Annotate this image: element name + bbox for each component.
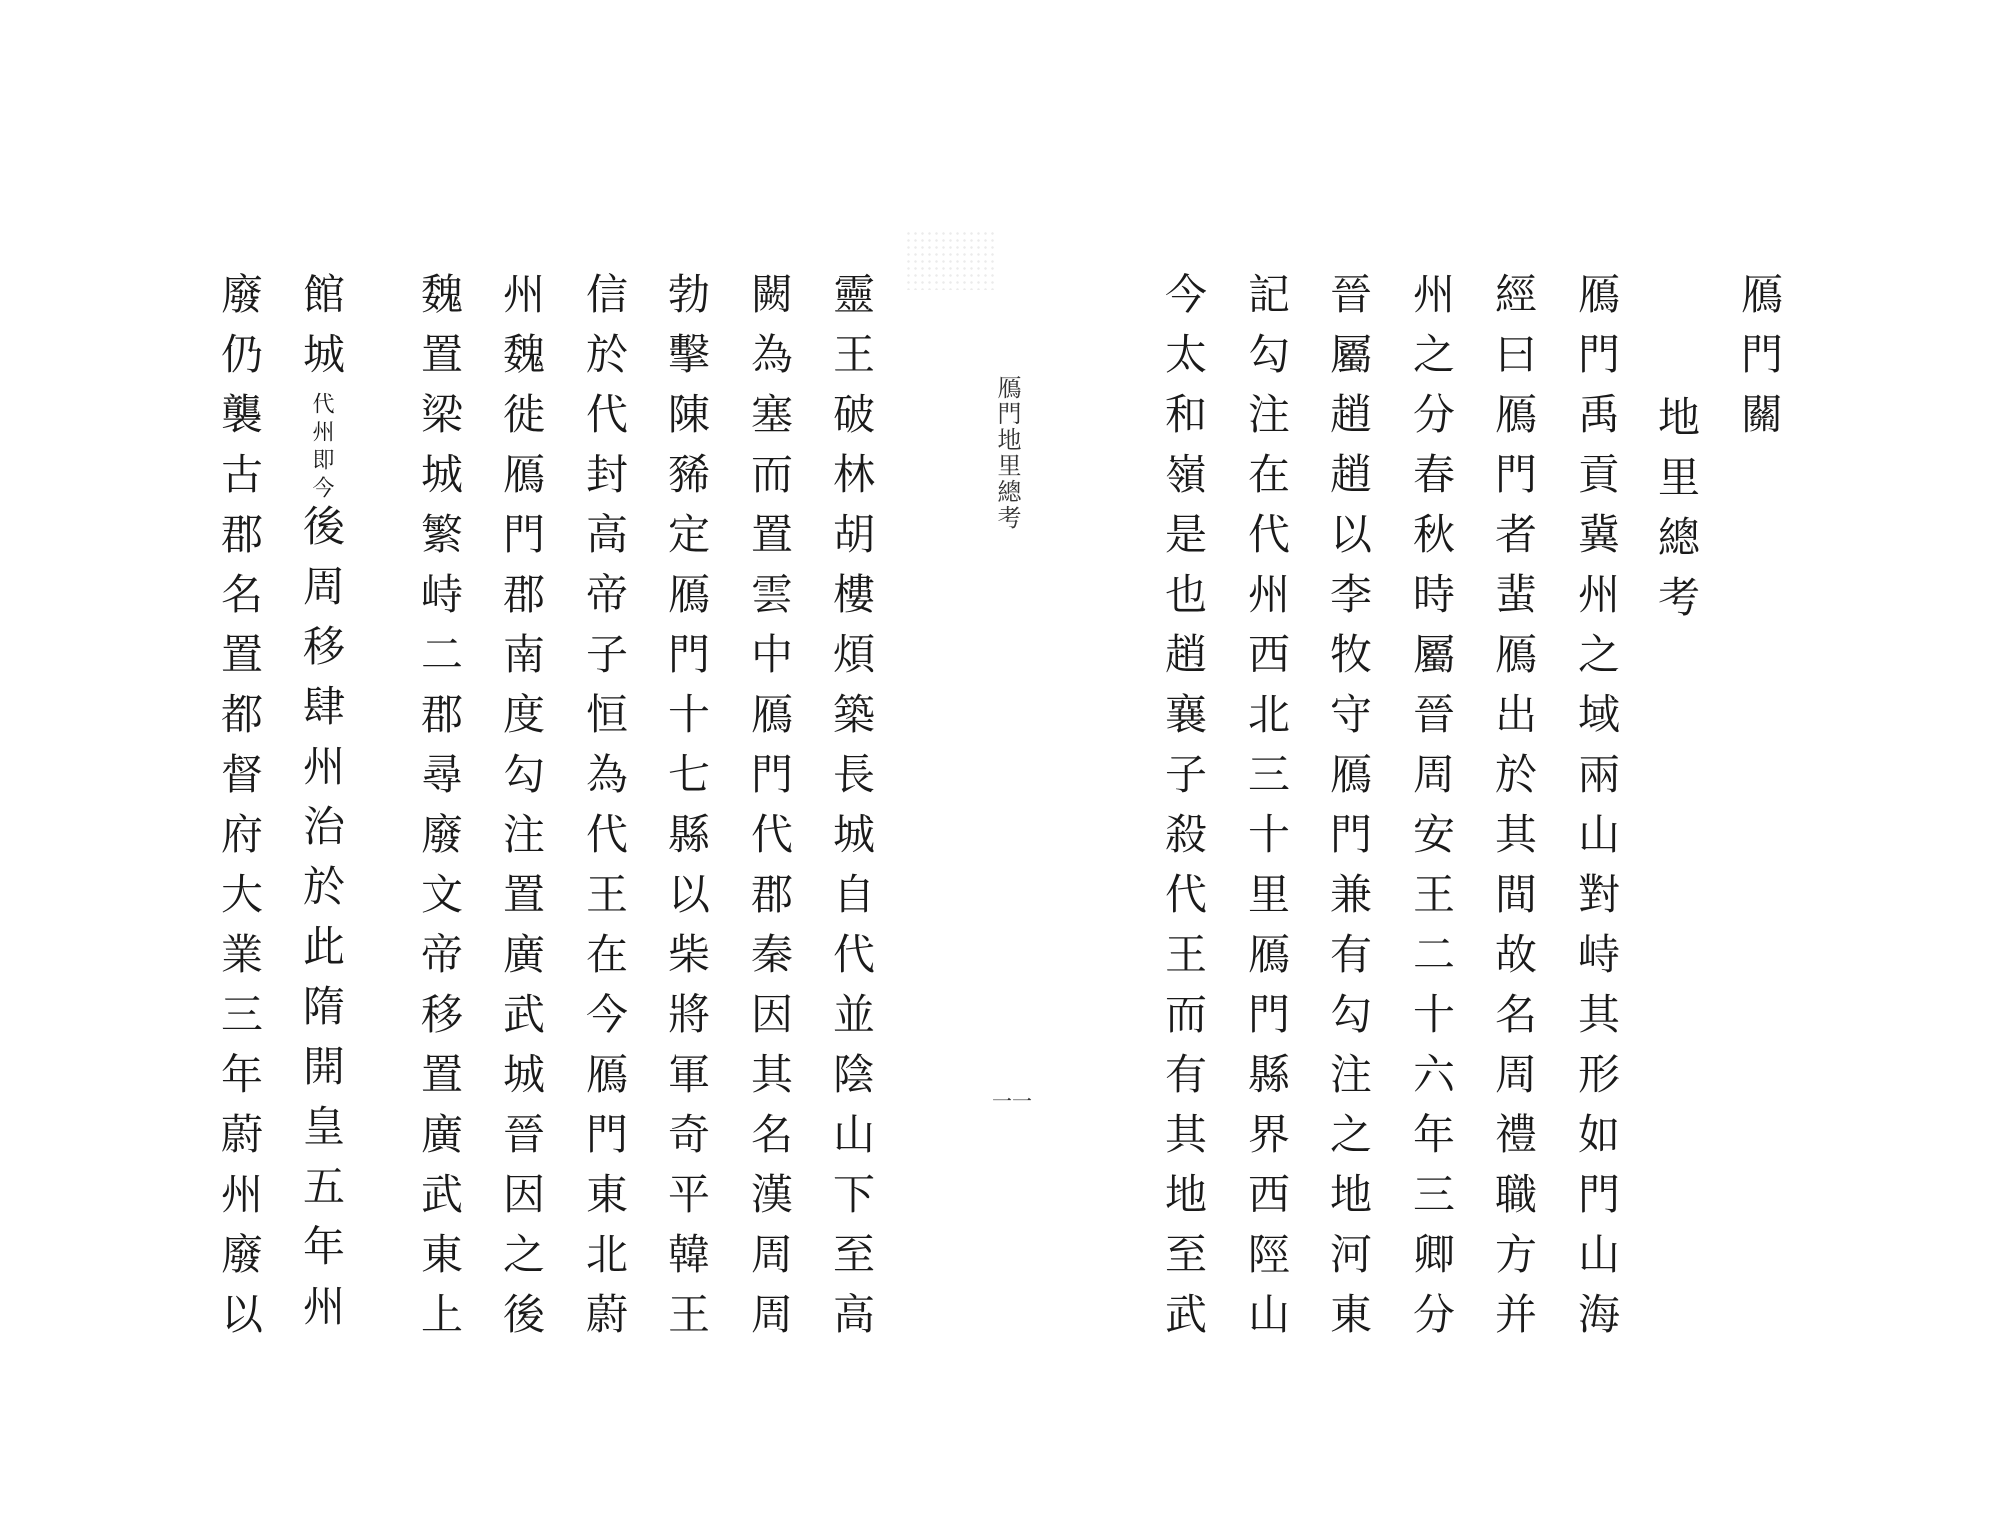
text-column: 信於代封高帝子恒為代王在今鴈門東北蔚 [580, 272, 629, 1352]
text-column: 靈王破林胡樓煩築長城自代並陰山下至高 [827, 272, 876, 1352]
text-column: 州魏徙鴈門郡南度勾注置廣武城晉因之後 [497, 272, 546, 1352]
folio-number: 一一 [992, 1089, 1032, 1113]
book-header: 鴈門關 [1735, 272, 1784, 452]
text-column: 闕為塞而置雲中鴈門代郡秦因其名漢周周 [745, 272, 794, 1352]
text-column: 鴈門禹貢冀州之域兩山對峙其形如門山海 [1572, 272, 1621, 1352]
right-page [1000, 0, 2000, 1514]
text-column: 勃擊陳豨定鴈門十七縣以柴將軍奇平韓王 [662, 272, 711, 1352]
text-column: 魏置梁城繁峙二郡尋廢文帝移置廣武東上 [415, 272, 464, 1352]
text-column: 州之分春秋時屬晉周安王二十六年三卿分 [1407, 272, 1456, 1352]
text-column: 晉屬趙趙以李牧守鴈門兼有勾注之地河東 [1324, 272, 1373, 1352]
text-column: 經曰鴈門者蜚鴈出於其間故名周禮職方并 [1489, 272, 1538, 1352]
interlinear-note [300, 392, 342, 504]
section-title: 地里總考 [1652, 395, 1701, 635]
gutter-label: 鴈門地里總考 [993, 375, 1021, 531]
text-column: 今太和嶺是也趙襄子殺代王而有其地至武 [1159, 272, 1208, 1352]
column-text-before-note: 館城 [297, 272, 346, 392]
text-column-annotated [297, 272, 346, 1344]
note-line-a: 代州 [309, 392, 334, 448]
text-column: 廢仍襲古郡名置都督府大業三年蔚州廢以 [215, 272, 264, 1352]
column-text-after-note: 後周移肆州治於此隋開皇五年州 [297, 504, 346, 1344]
note-line-b: 即今 [309, 448, 334, 504]
text-column: 記勾注在代州西北三十里鴈門縣界西陘山 [1242, 272, 1291, 1352]
